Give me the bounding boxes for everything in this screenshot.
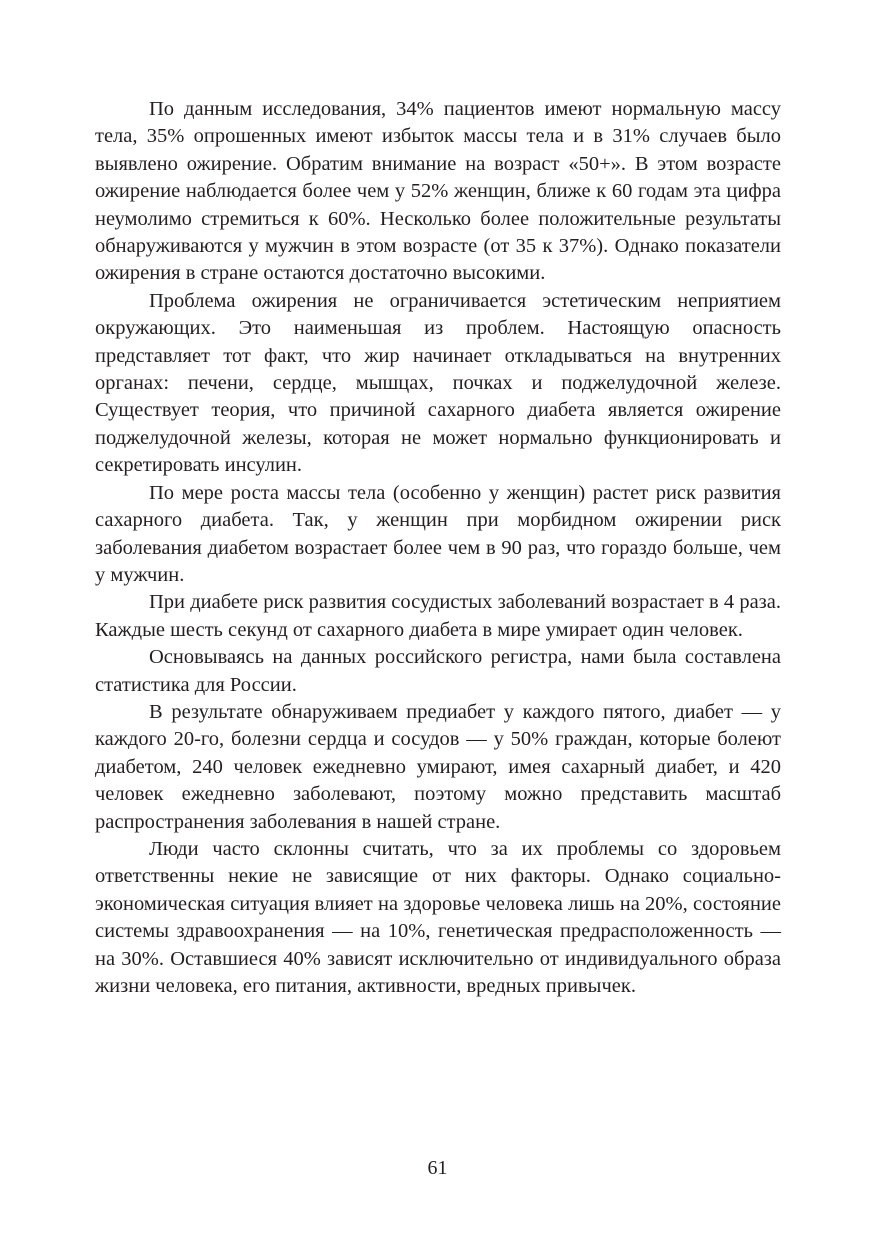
paragraph-prediabetes-results: В результате обнаруживаем предиабет у каждого пятого, диабет — у каждого 20-го, болезни сердца и сосудов — у 50% граждан, которые болеют диабетом, 240 человек ежедневно умирают, имея сахарный диабет, и 420 человек ежедневно заболевают, поэтому можно представить масштаб распространения заболевания в нашей стране. — [95, 700, 781, 833]
paragraph-obesity-problem: Проблема ожирения не ограничивается эстетическим неприятием окружающих. Это наименьшая из проблем. Настоящую опасность представляет тот факт, что жир начинает откладываться на внутренних органах: печени, сердце, мышцах, почках и поджелудочной железе. Существует теория, что причиной сахарного диабета является ожирение поджелудочной железы, которая не может нормально функционировать и секретировать инсулин. — [95, 289, 781, 477]
page-number: 61 — [427, 1157, 448, 1179]
paragraph-vascular-risk: При диабете риск развития сосудистых заболеваний возрастает в 4 раза. Каждые шесть секунд от сахарного диабета в мире умирает один человек. — [95, 591, 781, 641]
paragraph-obesity-statistics: По данным исследования, 34% пациентов имеют нормальную массу тела, 35% опрошенных имеют избыток массы тела и в 31% случаев было выявлено ожирение. Обратим внимание на возраст «50+». В этом возрасте ожирение наблюдается более чем у 52% женщин, ближе к 60 годам эта цифра неумолимо стремиться к 60%. Несколько более положительные результаты обнаруживаются у мужчин в этом возрасте (от 35 к 37%). Однако показатели ожирения в стране остаются достаточно высокими. — [95, 98, 781, 285]
paragraph-russian-registry: Основываясь на данных российского регистра, нами была составлена статистика для России. — [95, 646, 781, 696]
paragraph-diabetes-risk: По мере роста массы тела (особенно у женщин) растет риск развития сахарного диабета. Так, у женщин при морбидном ожирении риск заболевания диабетом возрастает более чем в 90 раз, что гораздо больше, чем у мужчин. — [95, 481, 781, 586]
paragraph-health-factors: Люди часто склонны считать, что за их проблемы со здоровьем ответственны некие не зависящие от них факторы. Однако социально-экономическая ситуация влияет на здоровье человека лишь на 20%, состояние системы здравоохранения — на 10%, генетическая предрасположенность — на 30%. Оставшиеся 40% зависят исключительно от индивидуального образа жизни человека, его питания, активности, вредных привычек. — [95, 837, 781, 997]
body-text — [95, 96, 781, 1000]
